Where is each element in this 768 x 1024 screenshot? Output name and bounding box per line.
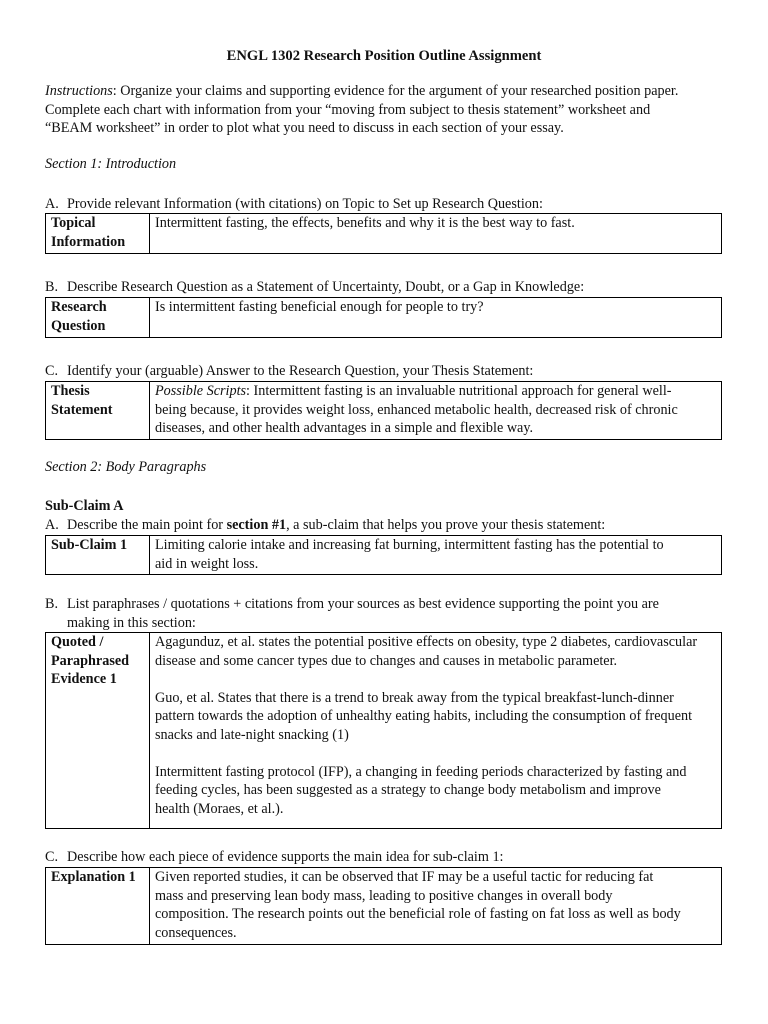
instructions-line-2: Complete each chart with information from your “moving from subject to thesis statement” worksheet and [45,101,651,118]
section-2-prompt-b: B. List paraphrases / quotations + citations from your sources as best evidence supporting the point you are making in this section: [45,596,659,631]
sub-claim-1-header: Sub-Claim 1 [46,536,150,575]
prompt-a-letter: A. [45,196,59,212]
evidence-1-header: Quoted / Paraphrased Evidence 1 [46,633,150,829]
evidence-1-table [45,632,722,829]
instructions-line-1: : Organize your claims and supporting evidence for the argument of your researched position paper. [112,83,679,99]
prompt-b-text: Describe Research Question as a Statement of Uncertainty, Doubt, or a Gap in Knowledge: [67,279,585,295]
sub-claim-a-heading: Sub-Claim A [45,498,124,514]
prompt-c-text: Identify your (arguable) Answer to the Research Question, your Thesis Statement: [67,363,534,379]
explanation-1-content: Given reported studies, it can be observed that IF may be a useful tactic for reducing fat mass and preserving lean body mass, leading to positive changes in overall body composition. The research points out the beneficial role of fasting on fat loss as well as body consequences. [150,868,722,945]
instructions-label: Instructions [45,83,113,99]
evidence-paragraph-2: Guo, et al. States that there is a trend to break away from the typical breakfast-lunch-dinner [155,689,674,706]
instructions-line-3: “BEAM worksheet” in order to plot what you need to discuss in each section of your essay. [45,120,564,136]
section-2-prompt-a: A. Describe the main point for section #1, a sub-claim that helps you prove your thesis statement: [45,517,606,533]
explanation-1-table [45,867,722,945]
prompt-b-letter: B. [45,279,59,295]
sub-claim-1-table [45,535,722,575]
instructions-paragraph [45,82,735,138]
sub-claim-1-content: Limiting calorie intake and increasing fat burning, intermittent fasting has the potential to aid in weight loss. [150,536,722,575]
prompt-c-letter: C. [45,363,59,379]
section-1-prompt-c [45,362,735,381]
topical-information-table [45,213,722,254]
evidence-1-content: Agagunduz, et al. states the potential positive effects on obesity, type 2 diabetes, cardiovascular disease and some cancer types due to changes and causes in metabolic parameter. Guo, et al. States that there is a trend to break away from the typical breakfast-lunch-dinner pattern towards the adoption of unhealthy eating habits, including the consumption of frequent snacks and late-night snacking (1) Intermittent fasting protocol (IFP), a changing in feeding periods characterized by fasting and feeding cycles, has been suggested as a strategy to change body metabolism and improve health (Moraes, et al.). [150,633,722,829]
thesis-statement-content: Possible Scripts: Intermittent fasting is an invaluable nutritional approach for general well- being because, it provides weight loss, enhanced metabolic health, decreased risk of chronic diseases, and other health advantages in a simple and flexible way. [150,382,722,440]
evidence-paragraph-3: Intermittent fasting protocol (IFP), a changing in feeding periods characterized by fasting and [155,763,687,780]
prompt-a-text: Provide relevant Information (with citations) on Topic to Set up Research Question: [67,196,543,212]
page-title: ENGL 1302 Research Position Outline Assignment [226,48,542,64]
thesis-statement-table [45,381,722,440]
section-2-heading: Section 2: Body Paragraphs [45,459,207,475]
possible-scripts-label: Possible Scripts [155,383,247,399]
research-question-table [45,297,722,338]
topical-information-header: Topical Information [46,214,150,254]
section-1-prompt-b [45,278,735,297]
section-1-heading: Section 1: Introduction [45,156,177,172]
explanation-1-header: Explanation 1 [46,868,150,945]
section-2-prompt-c: C. Describe how each piece of evidence supports the main idea for sub-claim 1: [45,849,504,865]
section-1-prompt-a [45,195,735,214]
evidence-paragraph-1: Agagunduz, et al. states the potential positive effects on obesity, type 2 diabetes, cardiovascular [155,634,698,650]
research-question-content: Is intermittent fasting beneficial enough for people to try? [150,298,722,338]
topical-information-content: Intermittent fasting, the effects, benefits and why it is the best way to fast. [150,214,722,254]
research-question-header: Research Question [46,298,150,338]
thesis-statement-header: Thesis Statement [46,382,150,440]
